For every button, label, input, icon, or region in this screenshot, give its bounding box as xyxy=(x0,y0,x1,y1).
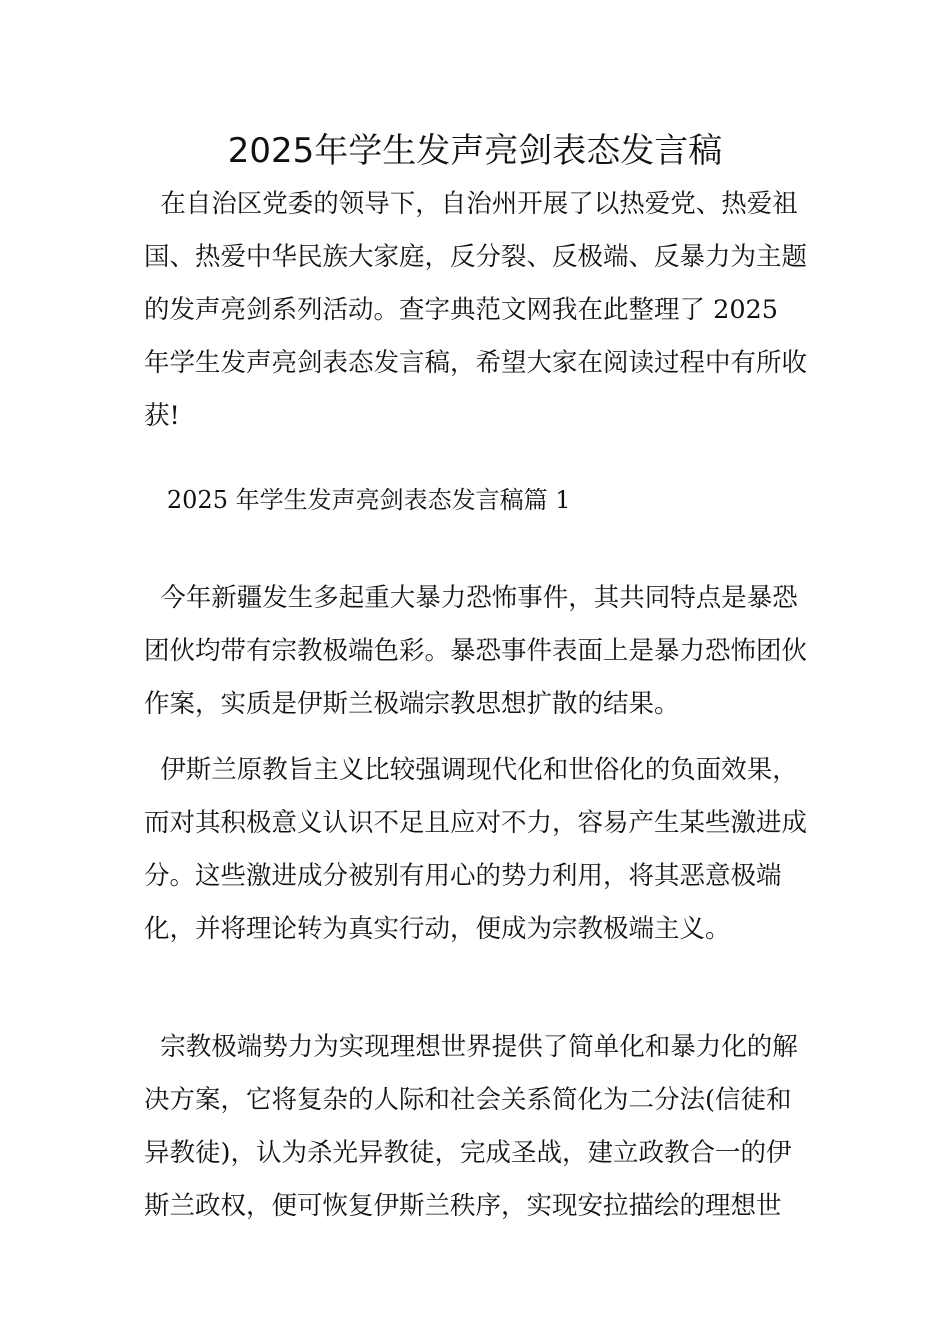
body-paragraph-3: 宗教极端势力为实现理想世界提供了简单化和暴力化的解决方案，它将复杂的人际和社会关系简化为二分法(信徒和异教徒)，认为杀光异教徒，完成圣战，建立政教合一的伊斯兰政权，便可恢复伊斯兰秩序，实现安拉描绘的理想世 xyxy=(144,1032,798,1221)
body-paragraph-2: 伊斯兰原教旨主义比较强调现代化和世俗化的负面效果，而对其积极意义认识不足且应对不力，容易产生某些激进成分。这些激进成分被别有用心的势力利用，将其恶意极端化，并将理论转为真实行动，便成为宗教极端主义。 xyxy=(144,755,808,944)
document-title: 2025年学生发声亮剑表态发言稿 xyxy=(227,131,723,171)
section-heading: 2025 年学生发声亮剑表态发言稿篇 1 xyxy=(144,486,571,514)
intro-paragraph: 在自治区党委的领导下，自治州开展了以热爱党、热爱祖国、热爱中华民族大家庭，反分裂、反极端、反暴力为主题的发声亮剑系列活动。查字典范文网我在此整理了 2025 年学生发声亮剑表态发言稿，希望大家在阅读过程中有所收获! xyxy=(144,189,808,431)
body-paragraph-1: 今年新疆发生多起重大暴力恐怖事件，其共同特点是暴恐团伙均带有宗教极端色彩。暴恐事件表面上是暴力恐怖团伙作案，实质是伊斯兰极端宗教思想扩散的结果。 xyxy=(144,583,808,719)
